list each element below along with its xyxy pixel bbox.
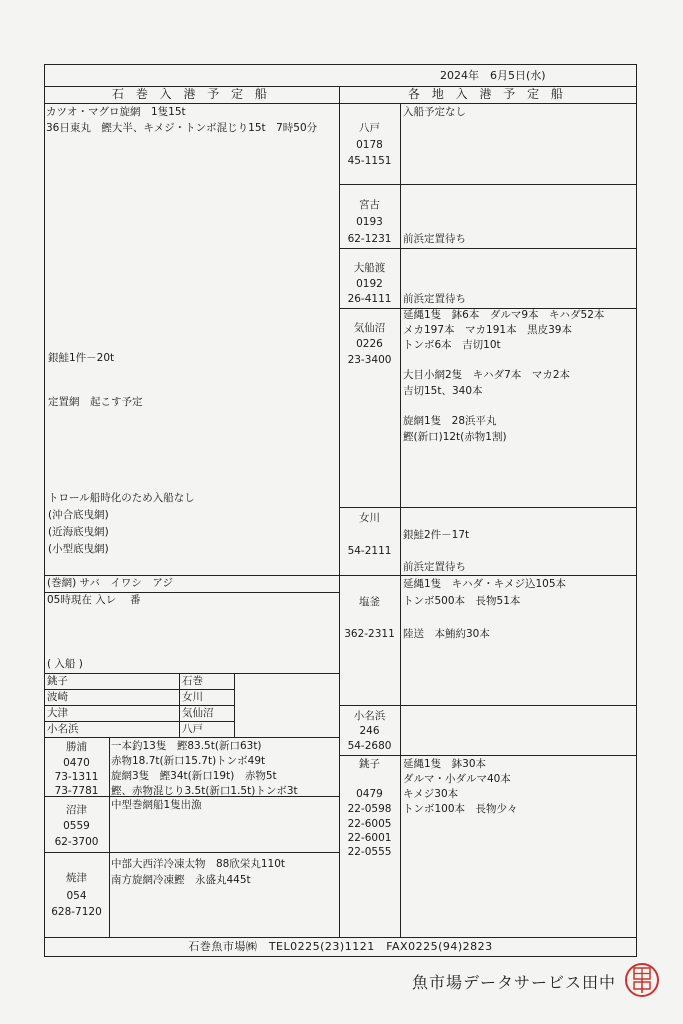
onagawa-name: 女川 (359, 512, 380, 524)
port-row-line-1 (44, 689, 234, 690)
footer-top-line (44, 937, 637, 938)
kesennuma-name: 気仙沼 (353, 322, 386, 334)
kesennuma-info-2: メカ197本 マカ191本 黒皮39本 (403, 324, 572, 336)
choshi-tel2: 22-0598 (347, 803, 392, 815)
katsuura-name: 勝浦 (66, 741, 87, 753)
port-name-divider (109, 737, 110, 937)
port-choshi: 銚子 (47, 675, 68, 687)
katsuo-maguro-line: カツオ・マグロ旋網 1隻15t (46, 106, 186, 118)
sep-nyusen (44, 673, 339, 674)
port-onagawa: 女川 (182, 691, 203, 703)
kesennuma-tel1: 0226 (356, 338, 383, 350)
miyako-name: 宮古 (359, 199, 380, 211)
katsuura-info-1: 一本釣13隻 鰹83.5t(新口63t) (111, 740, 262, 752)
onahama-tel1: 246 (359, 725, 380, 737)
kesennuma-info-6: 旋網1隻 28浜平丸 (403, 415, 497, 427)
numazu-tel2: 62-3700 (54, 836, 99, 848)
sep-miyako (339, 248, 636, 249)
frame-right-line (636, 64, 637, 957)
katsuura-tel3: 73-7781 (54, 785, 99, 797)
onahama-name: 小名浜 (353, 710, 386, 722)
onagawa-tel: 54-2111 (347, 545, 392, 557)
shiogama-name: 塩釜 (359, 596, 380, 608)
numazu-info: 中型巻網船1隻出漁 (111, 799, 202, 811)
makiami-line: (巻網) サバ イワシ アジ (47, 577, 173, 589)
choshi-tel5: 22-0555 (347, 846, 392, 858)
ofunato-name: 大船渡 (353, 262, 386, 274)
miyako-tel2: 62-1231 (347, 233, 392, 245)
port-row-line-4 (44, 737, 339, 738)
choshi-info-3: キメジ30本 (403, 788, 459, 800)
port-table-right (234, 673, 235, 737)
yaizu-name: 焼津 (66, 872, 87, 884)
onagawa-info-2: 前浜定置待ち (403, 561, 466, 573)
trawl-coastal: (近海底曳網) (48, 526, 109, 538)
ofunato-info: 前浜定置待ち (403, 293, 466, 305)
frame-bottom-line (44, 956, 637, 957)
kesennuma-info-4: 大目小網2隻 キハダ7本 マカ2本 (403, 369, 571, 381)
katsuura-info-4: 鰹、赤物混じり3.5t(新口1.5t)トンボ3t (111, 785, 298, 797)
hachinohe-info: 入船予定なし (403, 106, 466, 118)
yaizu-tel1: 054 (66, 890, 87, 902)
onagawa-info-1: 銀鮭2件－17t (403, 529, 470, 541)
port-kesennuma: 気仙沼 (182, 707, 214, 719)
miyako-tel1: 0193 (356, 216, 383, 228)
katsuura-tel2: 73-1311 (54, 771, 99, 783)
yaizu-tel2: 628-7120 (51, 906, 102, 918)
yaizu-info-2: 南方旋網冷凍鰹 永盛丸445t (111, 874, 251, 886)
trawl-small: (小型底曳網) (48, 543, 109, 555)
handwritten-signature: 魚市場データサービス田中 (412, 973, 617, 992)
port-ishinomaki: 石巻 (182, 675, 203, 687)
kesennuma-info-7: 鰹(新口)12t(赤物1割) (403, 431, 507, 443)
numazu-name: 沼津 (66, 804, 87, 816)
kesennuma-tel2: 23-3400 (347, 354, 392, 366)
ofunato-tel2: 26-4111 (347, 293, 392, 305)
report-date: 2024年 6月5日(水) (440, 69, 546, 82)
frame-top-line (44, 64, 637, 65)
choshi-info-2: ダルマ・小ダルマ40本 (403, 773, 511, 785)
miyako-info: 前浜定置待ち (403, 233, 466, 245)
sep-hachinohe (339, 184, 636, 185)
sep-trawl (44, 575, 339, 576)
right-inner-divider (400, 103, 401, 937)
choshi-tel3: 22-6005 (347, 818, 392, 830)
port-hachinohe: 八戸 (182, 723, 203, 735)
ginzake-line: 銀鮭1件－20t (48, 352, 115, 364)
tanaka-seal-icon (624, 962, 660, 998)
onahama-tel2: 54-2680 (347, 740, 392, 752)
nyusen-label: ( 入船 ) (47, 658, 83, 670)
sep-shiogama (339, 705, 636, 706)
shiogama-tel: 362-2311 (344, 628, 395, 640)
hachinohe-name: 八戸 (359, 122, 380, 134)
header-ishinomaki: 石 巻 入 港 予 定 船 (112, 87, 271, 101)
katsuura-tel1: 0470 (63, 757, 90, 769)
choshi-tel1: 0479 (356, 788, 383, 800)
genzai-line: 05時現在 入レ 番 (47, 594, 141, 606)
katsuura-info-3: 旋網3隻 鰹34t(新口19t) 赤物5t (111, 770, 277, 782)
port-onahama: 小名浜 (47, 723, 79, 735)
footer-contact: 石巻魚市場㈱ TEL0225(23)1121 FAX0225(94)2823 (188, 940, 493, 953)
trawl-offshore: (沖合底曳網) (48, 509, 109, 521)
choshi-info-4: トンボ100本 長物少々 (403, 803, 518, 815)
header-row-line (44, 103, 637, 104)
ofunato-tel1: 0192 (356, 278, 383, 290)
kesennuma-info-5: 吉切15t、340本 (403, 385, 483, 397)
sep-onagawa (339, 575, 636, 576)
teichi-line: 定置網 起こす予定 (48, 396, 143, 408)
choshi-tel4: 22-6001 (347, 832, 392, 844)
header-other-ports: 各 地 入 港 予 定 船 (408, 87, 567, 101)
sep-numazu (44, 852, 339, 853)
choshi-name: 銚子 (359, 758, 380, 770)
port-row-line-3 (44, 721, 234, 722)
shiogama-info-3: 陸送 本鮪約30本 (403, 628, 490, 640)
yaizu-info-1: 中部大西洋冷凍太物 88欣栄丸110t (111, 858, 286, 870)
sep-makiami (44, 592, 339, 593)
hachinohe-tel2: 45-1151 (347, 155, 392, 167)
port-hasaki: 波崎 (47, 691, 68, 703)
katsuura-info-2: 赤物18.7t(新口15.7t)トンボ49t (111, 755, 266, 767)
numazu-tel1: 0559 (63, 820, 90, 832)
port-row-line-2 (44, 705, 234, 706)
shiogama-info-2: トンボ500本 長物51本 (403, 595, 521, 607)
kesennuma-info-1: 延縄1隻 鉢6本 ダルマ9本 キハダ52本 (403, 309, 605, 321)
sep-kesennuma (339, 507, 636, 508)
port-otsu: 大津 (47, 707, 68, 719)
hachinohe-tel1: 0178 (356, 139, 383, 151)
shiogama-info-1: 延縄1隻 キハダ・キメジ込105本 (403, 578, 567, 590)
sep-onahama (339, 755, 636, 756)
trawl-note: トロール船時化のため入船なし (48, 492, 195, 504)
port-table-divider (179, 673, 180, 737)
kesennuma-info-3: トンボ6本 吉切10t (403, 339, 501, 351)
tohomaru-line: 36日東丸 鰹大半、キメジ・トンボ混じり15t 7時50分 (46, 122, 318, 134)
choshi-info-1: 延縄1隻 鉢30本 (403, 758, 487, 770)
